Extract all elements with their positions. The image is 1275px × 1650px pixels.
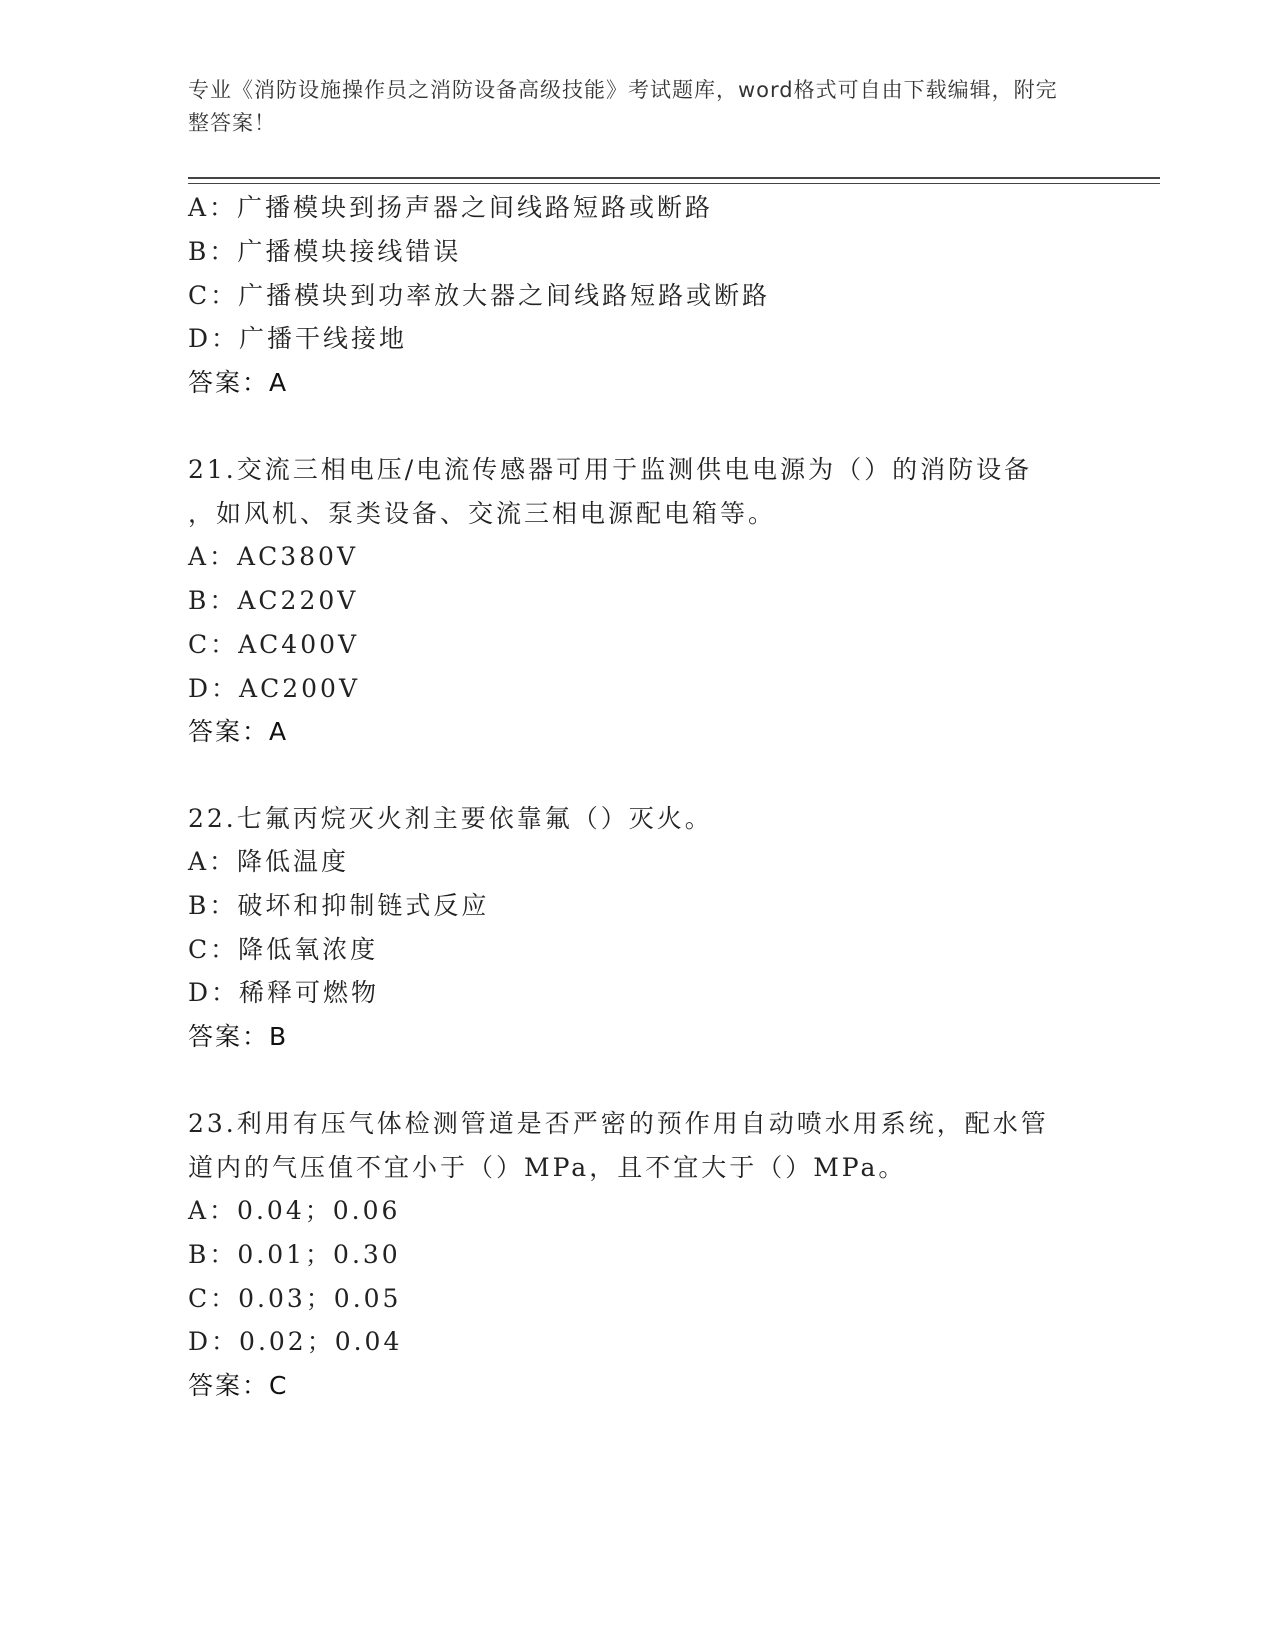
header-divider xyxy=(188,177,1160,179)
q21-option-d: D：AC200V xyxy=(188,674,360,703)
q23-option-c: C：0.03；0.05 xyxy=(188,1284,402,1313)
q22-option-d: D：稀释可燃物 xyxy=(188,978,380,1007)
q22-stem-line-1: 22.七氟丙烷灭火剂主要依靠氟（）灭火。 xyxy=(188,804,713,833)
q22-option-a: A：降低温度 xyxy=(188,847,350,876)
q21-stem-line-2: ，如风机、泵类设备、交流三相电源配电箱等。 xyxy=(188,499,777,528)
q20-option-c: C：广播模块到功率放大器之间线路短路或断路 xyxy=(188,281,771,310)
q23-option-d: D：0.02；0.04 xyxy=(188,1327,403,1356)
q20-answer: 答案：A xyxy=(188,368,289,397)
header-divider-thin xyxy=(188,183,1160,184)
q23-option-a: A：0.04；0.06 xyxy=(188,1196,401,1225)
q22-answer: 答案：B xyxy=(188,1022,289,1051)
q23-option-b: B：0.01；0.30 xyxy=(188,1240,401,1269)
q22-option-c: C：降低氧浓度 xyxy=(188,935,379,964)
q23-answer: 答案：C xyxy=(188,1371,289,1400)
document-header: 专业《消防设施操作员之消防设备高级技能》考试题库，word格式可自由下载编辑，附完整答案！ xyxy=(188,78,1058,135)
q20-option-a: A：广播模块到扬声器之间线路短路或断路 xyxy=(188,193,714,222)
q21-stem-line-1: 21.交流三相电压/电流传感器可用于监测供电电源为（）的消防设备 xyxy=(188,455,1033,484)
q22-option-b: B：破坏和抑制链式反应 xyxy=(188,891,490,920)
q20-option-d: D：广播干线接地 xyxy=(188,324,408,353)
q21-option-b: B：AC220V xyxy=(188,586,359,615)
q20-option-b: B：广播模块接线错误 xyxy=(188,237,462,266)
q23-stem-line-2: 道内的气压值不宜小于（）MPa，且不宜大于（）MPa。 xyxy=(188,1153,907,1182)
q21-option-c: C：AC400V xyxy=(188,630,360,659)
q21-option-a: A：AC380V xyxy=(188,542,359,571)
q23-stem-line-1: 23.利用有压气体检测管道是否严密的预作用自动喷水用系统，配水管 xyxy=(188,1109,1049,1138)
q21-answer: 答案：A xyxy=(188,717,289,746)
